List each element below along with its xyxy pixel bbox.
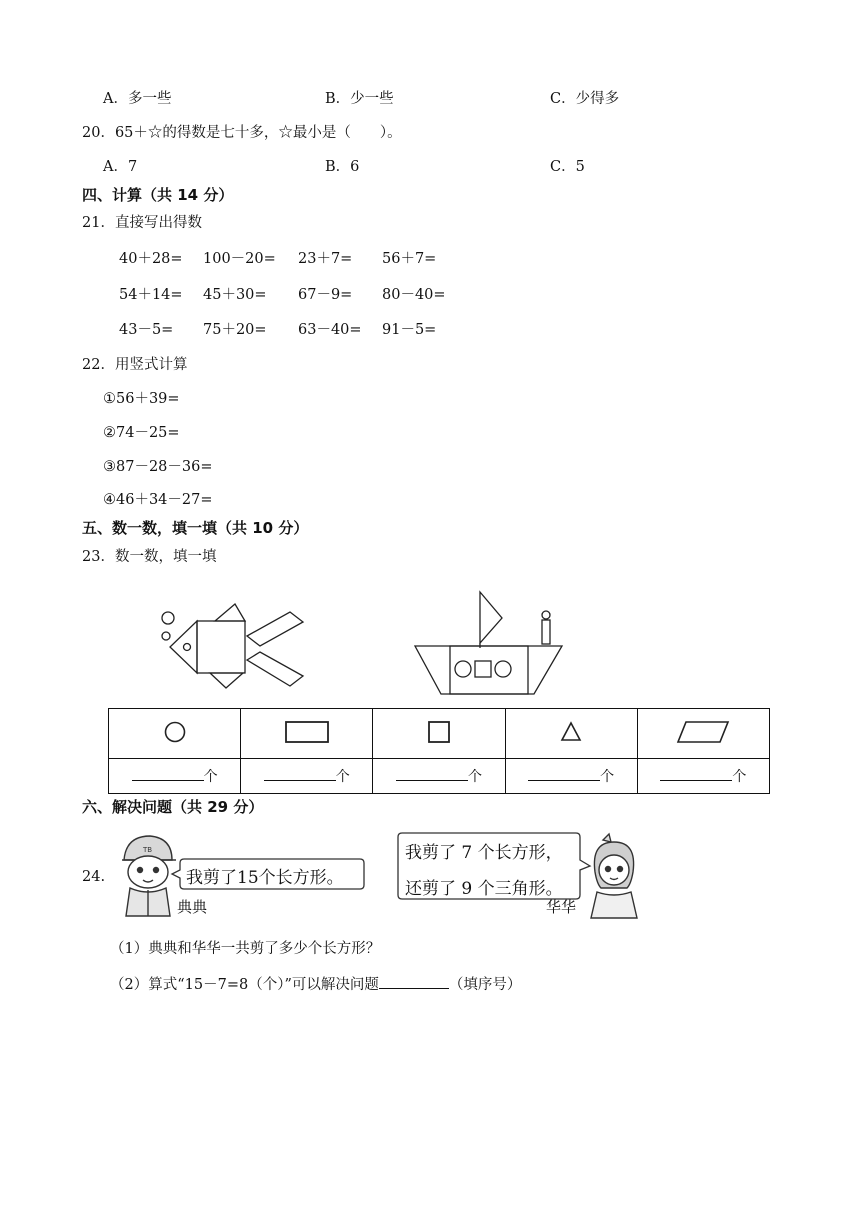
q21-item: 40＋28= <box>119 251 183 267</box>
shape-count-table <box>108 708 770 794</box>
q19-option-c: C．少得多 <box>550 91 620 107</box>
q24-sub-question-2 <box>110 974 521 994</box>
q24-answer-blank[interactable] <box>379 974 449 989</box>
q21-item: 56＋7= <box>382 251 437 267</box>
boat-hull <box>415 646 562 694</box>
boat-window-circle-right <box>495 661 511 677</box>
parallelogram-icon <box>676 719 730 745</box>
q20-question <box>82 124 402 142</box>
answer-blank[interactable] <box>528 766 600 781</box>
hua-speech-line-2: 还剪了 9 个三角形。 <box>405 879 563 899</box>
answer-cell-triangle <box>505 759 637 794</box>
q22-text: 用竖式计算 <box>114 357 188 373</box>
boat-mast-rect <box>542 620 550 644</box>
fish-bottom-triangle <box>210 673 243 688</box>
boat-sail-triangle <box>480 592 502 643</box>
boat-window-square <box>475 661 491 677</box>
q21-item: 100－20= <box>203 251 276 267</box>
unit-label: 个 <box>732 769 747 785</box>
hua-girl-illustration <box>585 832 643 922</box>
unit-label: 个 <box>467 769 482 785</box>
answer-blank[interactable] <box>396 766 468 781</box>
answer-cell-square <box>373 759 505 794</box>
q23-text: 数一数，填一填 <box>114 549 217 565</box>
q22-question <box>82 356 187 374</box>
svg-text:TB: TB <box>143 846 153 854</box>
fish-bubble-circle-1 <box>162 612 174 624</box>
q22-item-2: ②74－25= <box>103 425 180 441</box>
answer-blank[interactable] <box>660 766 732 781</box>
table-header-circle <box>109 709 241 759</box>
fish-lower-fin-parallelogram <box>247 652 303 686</box>
q20-number: 20． <box>82 125 115 141</box>
q21-item: 63－40= <box>298 322 362 338</box>
q21-item: 91－5= <box>382 322 437 338</box>
answer-cell-parallelogram <box>637 759 769 794</box>
fish-body-square <box>197 621 245 673</box>
q21-item: 23＋7= <box>298 251 353 267</box>
table-header-parallelogram <box>637 709 769 759</box>
q23-question <box>82 548 216 566</box>
unit-label: 个 <box>203 769 218 785</box>
fish-eye-circle <box>184 644 191 651</box>
section-5-title: 五、数一数，填一填（共 10 分） <box>82 519 309 537</box>
q19-option-a: A．多一些 <box>103 91 172 107</box>
boat-cabin-rectangle <box>450 646 528 694</box>
fish-top-triangle <box>215 604 245 621</box>
rectangle-icon <box>284 719 330 745</box>
fish-bubble-circle-2 <box>162 632 170 640</box>
q24-number: 24. <box>82 869 106 885</box>
q21-text: 直接写出得数 <box>114 215 202 231</box>
boat-window-circle-left <box>455 661 471 677</box>
fish-upper-fin-parallelogram <box>247 612 303 646</box>
unit-label: 个 <box>335 769 350 785</box>
circle-icon <box>163 720 187 744</box>
answer-blank[interactable] <box>264 766 336 781</box>
q20-option-c: C．5 <box>550 159 585 175</box>
fish-figure <box>155 596 315 696</box>
q19-option-b: B．少一些 <box>325 91 394 107</box>
table-header-triangle <box>505 709 637 759</box>
hua-name: 华华 <box>546 898 577 916</box>
q20-text: 65＋☆的得数是七十多，☆最小是（ ）。 <box>114 125 402 141</box>
boat-figure <box>410 588 570 700</box>
q24-sub2-text: （2）算式“15－7=8（个）”可以解决问题 <box>110 977 379 993</box>
q21-item: 75＋20= <box>203 322 267 338</box>
answer-cell-circle <box>109 759 241 794</box>
hua-speech-line-1: 我剪了 7 个长方形， <box>405 843 563 863</box>
q21-item: 80－40= <box>382 287 446 303</box>
table-header-square <box>373 709 505 759</box>
q22-item-1: ①56＋39= <box>103 391 180 407</box>
q21-item: 54＋14= <box>119 287 183 303</box>
q23-number: 23． <box>82 549 115 565</box>
q21-number: 21． <box>82 215 115 231</box>
triangle-icon <box>559 720 583 744</box>
q21-item: 43－5= <box>119 322 174 338</box>
q24-sub-question-1: （1）典典和华华一共剪了多少个长方形？ <box>110 941 381 957</box>
table-header-rectangle <box>241 709 373 759</box>
q21-item: 67－9= <box>298 287 353 303</box>
section-6-title: 六、解决问题（共 29 分） <box>82 798 264 816</box>
q22-number: 22． <box>82 357 115 373</box>
q22-item-3: ③87－28－36= <box>103 459 213 475</box>
dian-speech-text: 我剪了15个长方形。 <box>186 868 344 888</box>
unit-label: 个 <box>600 769 615 785</box>
boat-mast-circle <box>542 611 550 619</box>
q22-item-4: ④46＋34－27= <box>103 492 213 508</box>
answer-cell-rectangle <box>241 759 373 794</box>
q24-sub2-tail: （填序号） <box>448 977 522 993</box>
square-icon <box>426 719 452 745</box>
q20-option-b: B．6 <box>325 159 360 175</box>
q20-option-a: A．7 <box>103 159 138 175</box>
dian-name: 典典 <box>177 898 208 916</box>
q21-question <box>82 214 202 232</box>
q21-item: 45＋30= <box>203 287 267 303</box>
section-4-title: 四、计算（共 14 分） <box>82 186 234 204</box>
answer-blank[interactable] <box>132 766 204 781</box>
